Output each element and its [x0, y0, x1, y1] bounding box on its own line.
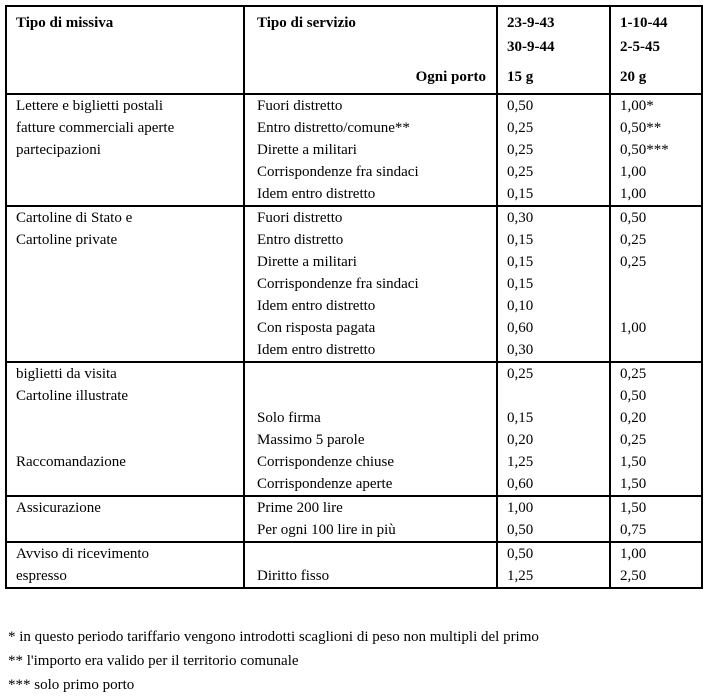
- cell-tariff-period-1: 1,25: [497, 451, 610, 473]
- header-missiva-label: Tipo di missiva: [16, 15, 114, 31]
- cell-missiva: fatture commerciali aperte: [16, 120, 175, 136]
- cell-tariff-period-2: 1,00: [610, 542, 702, 565]
- cell-tariff-period-1: 1,25: [497, 565, 610, 588]
- cell-tariff-period-1: 0,25: [497, 139, 610, 161]
- cell-missiva: [6, 161, 244, 183]
- header-col-missiva: [6, 6, 244, 94]
- cell-tariff-period-1: 0,15: [497, 229, 610, 251]
- cell-servizio: [244, 385, 497, 407]
- cell-tariff-period-1: 0,50: [497, 94, 610, 117]
- cell-missiva: [6, 339, 244, 362]
- cell-tariff-period-2: 2,50: [610, 565, 702, 588]
- cell-missiva: [6, 295, 244, 317]
- period2-dates: [620, 11, 697, 59]
- table-row: [6, 473, 702, 496]
- header-col-period-1: [497, 6, 610, 94]
- cell-tariff-period-2: [610, 273, 702, 295]
- table-row: [6, 496, 702, 519]
- cell-servizio: Fuori distretto: [244, 206, 497, 229]
- cell-tariff-period-1: 0,60: [497, 473, 610, 496]
- table-row: [6, 206, 702, 229]
- cell-tariff-period-2: 0,50**: [610, 117, 702, 139]
- cell-missiva: Cartoline private: [16, 232, 118, 248]
- footnote-2: ** l'importo era valido per il territorio comunale: [8, 653, 299, 669]
- table-row: [6, 139, 702, 161]
- cell-tariff-period-1: 0,10: [497, 295, 610, 317]
- table-row: [6, 542, 702, 565]
- header-col-servizio: [244, 6, 497, 94]
- cell-tariff-period-1: 0,20: [497, 429, 610, 451]
- table-row: [6, 519, 702, 542]
- cell-missiva: [6, 251, 244, 273]
- cell-tariff-period-2: 0,50: [610, 206, 702, 229]
- header-ogni-porto-label: Ogni porto: [415, 69, 486, 85]
- cell-tariff-period-1: 0,15: [497, 183, 610, 206]
- cell-servizio: Prime 200 lire: [244, 496, 497, 519]
- cell-missiva: [6, 519, 244, 542]
- tariff-section: [6, 496, 702, 542]
- table-row: [6, 385, 702, 407]
- period1-date-end: 30-9-44: [507, 39, 555, 55]
- table-row: [6, 429, 702, 451]
- cell-tariff-period-1: 1,00: [497, 496, 610, 519]
- table-row: [6, 117, 702, 139]
- cell-servizio: Diritto fisso: [244, 565, 497, 588]
- cell-tariff-period-2: 0,20: [610, 407, 702, 429]
- cell-missiva: partecipazioni: [16, 142, 101, 158]
- table-row: [6, 94, 702, 117]
- footnotes: [8, 625, 703, 697]
- cell-tariff-period-1: 0,15: [497, 273, 610, 295]
- cell-tariff-period-1: 0,25: [497, 362, 610, 385]
- cell-servizio: Idem entro distretto: [244, 183, 497, 206]
- cell-servizio: Corrispondenze aperte: [244, 473, 497, 496]
- cell-tariff-period-1: 0,30: [497, 339, 610, 362]
- table-row: [6, 407, 702, 429]
- cell-servizio: Dirette a militari: [244, 251, 497, 273]
- cell-missiva: Cartoline di Stato e: [16, 210, 133, 226]
- cell-missiva: Assicurazione: [16, 500, 101, 516]
- table-header: [6, 6, 702, 94]
- cell-tariff-period-1: 0,15: [497, 407, 610, 429]
- footnote-1: * in questo periodo tariffario vengono introdotti scaglioni di peso non multipli del primo: [8, 629, 539, 645]
- cell-servizio: Per ogni 100 lire in più: [244, 519, 497, 542]
- table-row: [6, 565, 702, 588]
- cell-servizio: [244, 362, 497, 385]
- cell-tariff-period-2: 0,25: [610, 362, 702, 385]
- period2-date-start: 1-10-44: [620, 15, 668, 31]
- cell-tariff-period-2: 0,25: [610, 429, 702, 451]
- cell-servizio: [244, 542, 497, 565]
- period1-dates: [507, 11, 605, 59]
- cell-tariff-period-2: 0,75: [610, 519, 702, 542]
- cell-tariff-period-2: 0,25: [610, 251, 702, 273]
- cell-tariff-period-2: 1,50: [610, 496, 702, 519]
- cell-tariff-period-2: [610, 295, 702, 317]
- cell-tariff-period-2: 1,00: [610, 161, 702, 183]
- cell-tariff-period-1: [497, 385, 610, 407]
- cell-tariff-period-1: 0,60: [497, 317, 610, 339]
- cell-tariff-period-2: 0,50: [610, 385, 702, 407]
- table-row: [6, 251, 702, 273]
- cell-missiva: biglietti da visita: [16, 366, 117, 382]
- cell-tariff-period-2: 0,50***: [610, 139, 702, 161]
- cell-servizio: Corrispondenze fra sindaci: [244, 273, 497, 295]
- cell-missiva: espresso: [16, 568, 67, 584]
- cell-tariff-period-1: 0,50: [497, 542, 610, 565]
- header-servizio-label: Tipo di servizio: [257, 15, 356, 31]
- cell-tariff-period-2: 0,25: [610, 229, 702, 251]
- tariff-section: [6, 206, 702, 362]
- cell-tariff-period-2: 1,00: [610, 317, 702, 339]
- table-row: [6, 362, 702, 385]
- cell-servizio: Entro distretto/comune**: [244, 117, 497, 139]
- cell-missiva: [6, 407, 244, 429]
- table-row: [6, 339, 702, 362]
- cell-servizio: Dirette a militari: [244, 139, 497, 161]
- cell-missiva: [6, 473, 244, 496]
- cell-tariff-period-1: 0,25: [497, 117, 610, 139]
- cell-servizio: Fuori distretto: [244, 94, 497, 117]
- cell-missiva: Avviso di ricevimento: [16, 546, 150, 562]
- table-row: [6, 451, 702, 473]
- cell-servizio: Massimo 5 parole: [244, 429, 497, 451]
- cell-servizio: Idem entro distretto: [244, 295, 497, 317]
- tariff-table: [5, 5, 703, 589]
- period1-weight: 15 g: [507, 69, 534, 85]
- cell-missiva: Raccomandazione: [16, 454, 126, 470]
- cell-servizio: Con risposta pagata: [244, 317, 497, 339]
- cell-missiva: [6, 429, 244, 451]
- period1-date-start: 23-9-43: [507, 15, 555, 31]
- cell-missiva: [6, 183, 244, 206]
- cell-missiva: [6, 317, 244, 339]
- tariff-section: [6, 362, 702, 496]
- table-row: [6, 273, 702, 295]
- tariff-section: [6, 94, 702, 206]
- cell-tariff-period-2: 1,50: [610, 473, 702, 496]
- tariff-section: [6, 542, 702, 588]
- table-row: [6, 295, 702, 317]
- cell-tariff-period-2: 1,00: [610, 183, 702, 206]
- cell-tariff-period-1: 0,50: [497, 519, 610, 542]
- cell-tariff-period-2: 1,50: [610, 451, 702, 473]
- table-row: [6, 183, 702, 206]
- cell-servizio: Corrispondenze chiuse: [244, 451, 497, 473]
- cell-tariff-period-1: 0,30: [497, 206, 610, 229]
- cell-servizio: Entro distretto: [244, 229, 497, 251]
- cell-servizio: Idem entro distretto: [244, 339, 497, 362]
- cell-missiva: [6, 273, 244, 295]
- table-row: [6, 229, 702, 251]
- cell-missiva: Lettere e biglietti postali: [16, 98, 164, 114]
- cell-servizio: Corrispondenze fra sindaci: [244, 161, 497, 183]
- period2-date-end: 2-5-45: [620, 39, 660, 55]
- cell-servizio: Solo firma: [244, 407, 497, 429]
- cell-tariff-period-1: 0,25: [497, 161, 610, 183]
- cell-tariff-period-2: 1,00*: [610, 94, 702, 117]
- footnote-3: *** solo primo porto: [8, 677, 135, 693]
- table-row: [6, 161, 702, 183]
- cell-tariff-period-2: [610, 339, 702, 362]
- table-row: [6, 317, 702, 339]
- cell-missiva: Cartoline illustrate: [16, 388, 129, 404]
- period2-weight: 20 g: [620, 69, 647, 85]
- cell-tariff-period-1: 0,15: [497, 251, 610, 273]
- header-col-period-2: [610, 6, 702, 94]
- header-row: [6, 6, 702, 94]
